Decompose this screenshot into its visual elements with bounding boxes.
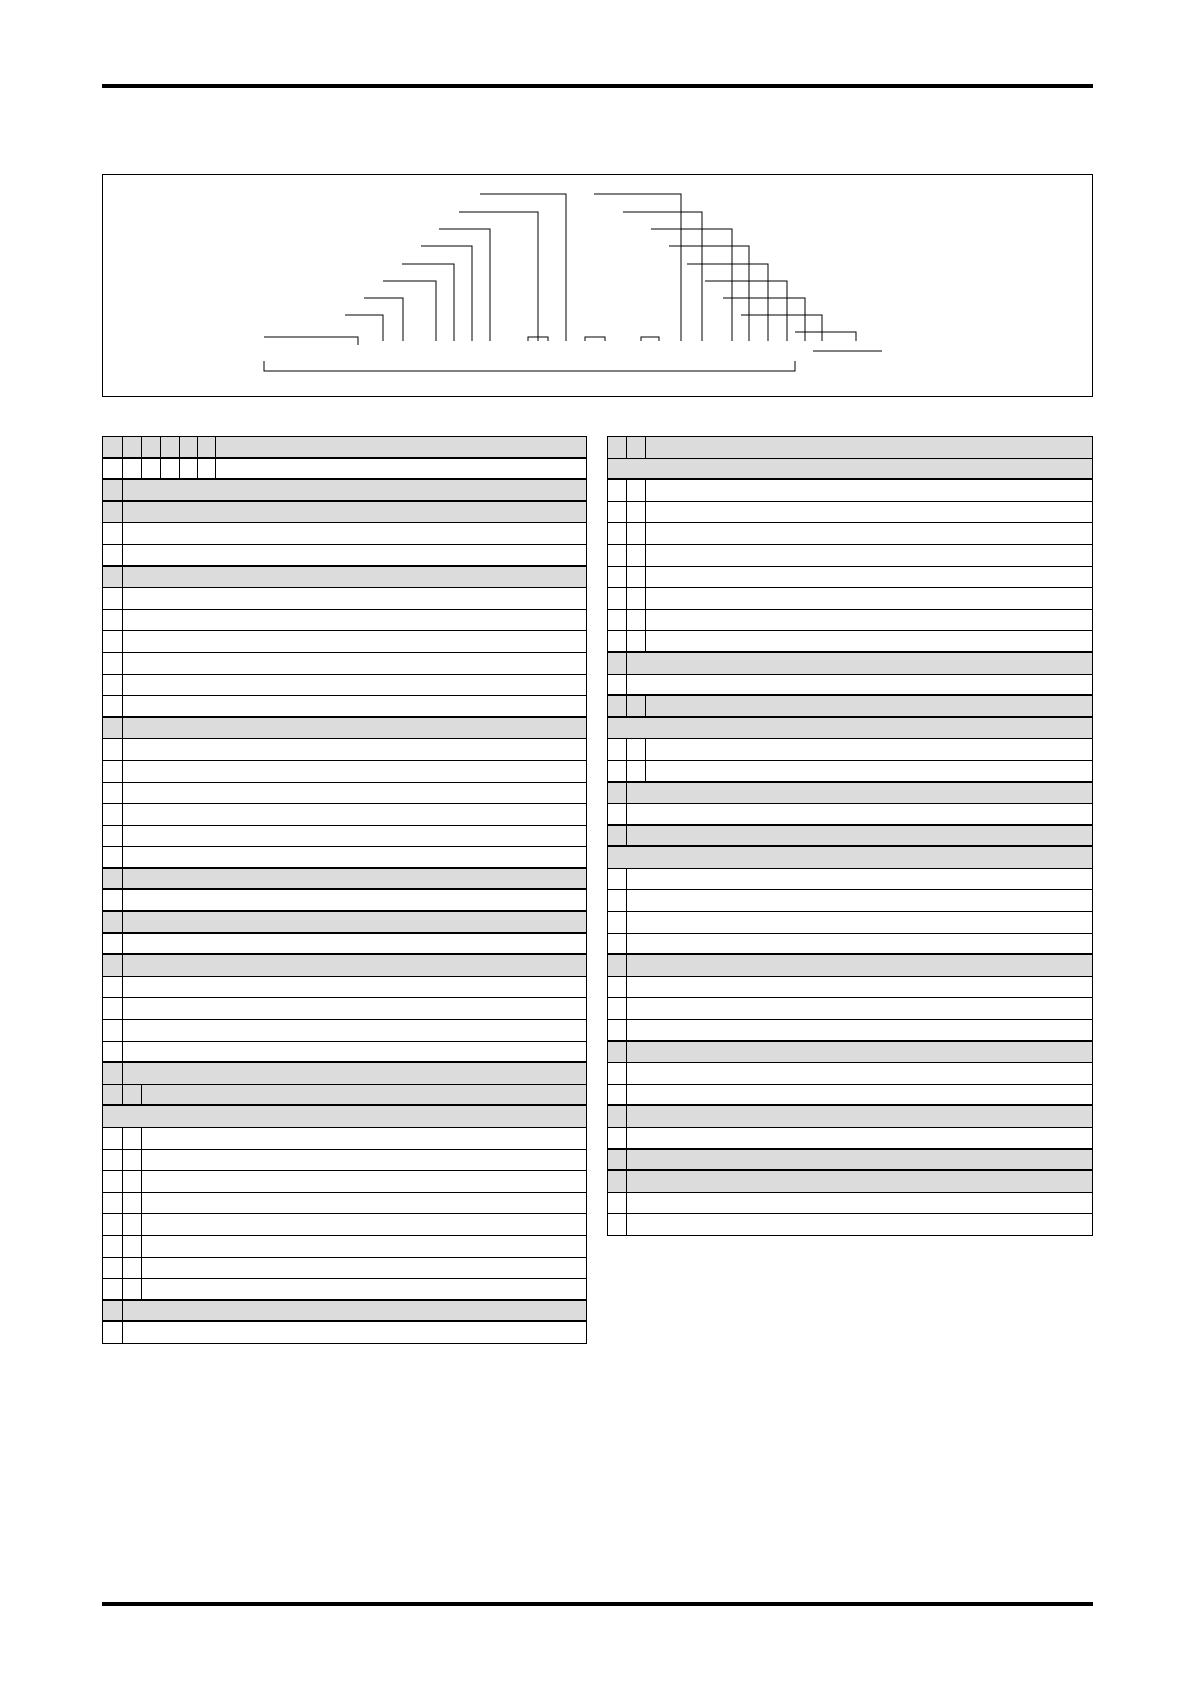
- right-table-row: [608, 890, 1092, 912]
- right-table-bit-cell: [608, 610, 627, 631]
- right-table-bit-cell: [608, 998, 627, 1019]
- right-table-row: [608, 696, 1092, 718]
- right-table-row: [608, 459, 1092, 481]
- right-table-bit-cell: [608, 480, 627, 501]
- left-table-row: [103, 480, 586, 502]
- left-table-description-cell: [123, 783, 586, 804]
- left-table-description-cell: [123, 912, 586, 932]
- right-table-bit-cell: [627, 761, 646, 781]
- right-table-row: [608, 610, 1092, 632]
- right-table-bit-cell: [608, 804, 627, 824]
- right-table-row: [608, 675, 1092, 697]
- right-table-row: [608, 480, 1092, 502]
- right-table-bit-cell: [627, 480, 646, 501]
- left-table-row: [103, 739, 586, 761]
- left-table-description-cell: [123, 653, 586, 674]
- left-table-description-cell: [123, 696, 586, 716]
- left-table-bit-cell: [103, 610, 123, 631]
- left-table-bit-cell: [123, 1128, 142, 1149]
- left-table-description-cell: [123, 890, 586, 910]
- left-table-bit-cell: [123, 1193, 142, 1214]
- right-table-row: [608, 567, 1092, 589]
- right-table-bit-cell: [608, 653, 627, 674]
- left-table-row: [103, 631, 586, 653]
- left-table-row: [103, 1322, 586, 1344]
- left-table-description-cell: [123, 934, 586, 954]
- left-table-description-cell: [123, 1020, 586, 1041]
- right-table-description-cell: [627, 675, 1092, 695]
- right-table-row: [608, 1128, 1092, 1150]
- right-table-bit-cell: [627, 610, 646, 631]
- right-table-row: [608, 783, 1092, 805]
- right-table-description-cell: [646, 588, 1092, 609]
- right-table-description-cell: [627, 869, 1092, 890]
- right-table-row: [608, 1150, 1092, 1172]
- right-table-bit-cell: [608, 437, 627, 458]
- right-table-row: [608, 718, 1092, 740]
- right-table-row: [608, 955, 1092, 977]
- left-table-bit-cell: [142, 437, 161, 457]
- left-table-bit-cell: [103, 480, 123, 500]
- left-table-description-cell: [123, 955, 586, 976]
- right-table-row: [608, 1193, 1092, 1215]
- right-table-description-cell: [646, 696, 1092, 716]
- right-table-row: [608, 826, 1092, 848]
- left-table-description-cell: [123, 761, 586, 782]
- left-table-bit-cell: [123, 1171, 142, 1192]
- right-table-description-cell: [627, 934, 1092, 954]
- right-table-bit-cell: [627, 739, 646, 760]
- left-table-row: [103, 998, 586, 1020]
- left-table-bit-cell: [180, 437, 198, 457]
- right-table-row: [608, 869, 1092, 891]
- right-table-description-cell: [627, 890, 1092, 911]
- left-table-description-cell: [123, 826, 586, 847]
- left-table-description-cell: [123, 610, 586, 631]
- left-table-description-cell: [103, 1106, 586, 1127]
- left-table-description-cell: [123, 998, 586, 1019]
- right-table-bit-cell: [608, 1193, 627, 1214]
- left-table-row: [103, 437, 586, 459]
- right-table-description-cell: [646, 437, 1092, 458]
- right-table-bit-cell: [608, 1085, 627, 1105]
- right-table-row: [608, 847, 1092, 869]
- right-table-description-cell: [627, 1042, 1092, 1063]
- right-table-description-cell: [627, 977, 1092, 998]
- bit-field-diagram: [102, 174, 1093, 397]
- left-table-row: [103, 1193, 586, 1215]
- right-table-bit-cell: [608, 502, 627, 523]
- left-table-row: [103, 1236, 586, 1258]
- right-table-bit-cell: [608, 588, 627, 609]
- left-table-row: [103, 718, 586, 740]
- left-table-bit-cell: [103, 718, 123, 739]
- right-table-bit-cell: [627, 588, 646, 609]
- right-table-description-cell: [608, 459, 1092, 479]
- left-table-bit-cell: [103, 804, 123, 825]
- left-table-row: [103, 1063, 586, 1085]
- left-table-bit-cell: [103, 523, 123, 544]
- right-table-bit-cell: [608, 631, 627, 651]
- left-table-bit-cell: [103, 934, 123, 954]
- left-table-description-cell: [142, 1193, 586, 1214]
- left-table-bit-cell: [198, 437, 216, 457]
- right-register-table: [607, 436, 1093, 1236]
- left-table-description-cell: [142, 1258, 586, 1279]
- left-table-bit-cell: [123, 1150, 142, 1171]
- right-table-bit-cell: [608, 783, 627, 804]
- left-table-row: [103, 1106, 586, 1128]
- right-table-bit-cell: [608, 1214, 627, 1235]
- left-table-bit-cell: [103, 631, 123, 652]
- left-table-row: [103, 783, 586, 805]
- left-table-row: [103, 1214, 586, 1236]
- right-table-row: [608, 739, 1092, 761]
- left-table-bit-cell: [103, 545, 123, 565]
- left-table-row: [103, 1171, 586, 1193]
- right-table-description-cell: [627, 1106, 1092, 1127]
- right-table-description-cell: [627, 804, 1092, 824]
- right-table-description-cell: [646, 631, 1092, 651]
- left-table-bit-cell: [103, 977, 123, 998]
- left-table-bit-cell: [103, 1085, 123, 1105]
- left-table-bit-cell: [103, 437, 123, 457]
- right-table-bit-cell: [608, 934, 627, 954]
- left-table-bit-cell: [103, 739, 123, 760]
- left-table-row: [103, 912, 586, 934]
- left-table-row: [103, 1128, 586, 1150]
- right-table-row: [608, 1042, 1092, 1064]
- right-table-description-cell: [627, 653, 1092, 674]
- right-table-row: [608, 502, 1092, 524]
- left-table-bit-cell: [103, 696, 123, 716]
- left-table-bit-cell: [103, 998, 123, 1019]
- left-table-bit-cell: [103, 1258, 123, 1279]
- left-table-description-cell: [123, 869, 586, 889]
- left-table-bit-cell: [103, 783, 123, 804]
- left-table-bit-cell: [103, 1128, 123, 1149]
- left-table-bit-cell: [123, 1214, 142, 1235]
- left-table-row: [103, 1279, 586, 1301]
- right-table-row: [608, 1214, 1092, 1236]
- left-table-row: [103, 523, 586, 545]
- left-table-row: [103, 761, 586, 783]
- right-table-description-cell: [608, 718, 1092, 739]
- left-table-row: [103, 1258, 586, 1280]
- left-table-row: [103, 545, 586, 567]
- left-table-description-cell: [216, 437, 586, 457]
- left-table-row: [103, 610, 586, 632]
- right-table-bit-cell: [608, 1042, 627, 1063]
- left-table-row: [103, 696, 586, 718]
- right-table-bit-cell: [608, 826, 627, 846]
- left-table-bit-cell: [103, 502, 123, 523]
- right-table-bit-cell: [627, 545, 646, 566]
- right-table-description-cell: [627, 1063, 1092, 1084]
- left-table-description-cell: [216, 459, 586, 479]
- left-table-description-cell: [123, 1063, 586, 1084]
- left-table-row: [103, 847, 586, 869]
- right-table-description-cell: [627, 826, 1092, 846]
- left-table-bit-cell: [103, 761, 123, 782]
- left-table-bit-cell: [161, 459, 180, 479]
- left-table-bit-cell: [103, 1236, 123, 1257]
- left-table-bit-cell: [123, 1236, 142, 1257]
- left-table-description-cell: [123, 523, 586, 544]
- left-table-bit-cell: [103, 869, 123, 889]
- right-table-description-cell: [627, 1171, 1092, 1192]
- right-table-description-cell: [646, 545, 1092, 566]
- left-table-description-cell: [123, 718, 586, 739]
- left-table-description-cell: [123, 977, 586, 998]
- right-table-bit-cell: [608, 739, 627, 760]
- right-table-description-cell: [646, 480, 1092, 501]
- right-table-description-cell: [646, 610, 1092, 631]
- right-table-bit-cell: [627, 502, 646, 523]
- left-table-row: [103, 1042, 586, 1064]
- right-table-description-cell: [627, 1020, 1092, 1040]
- left-table-description-cell: [142, 1279, 586, 1299]
- right-table-bit-cell: [608, 1128, 627, 1148]
- left-table-bit-cell: [103, 1193, 123, 1214]
- right-table-description-cell: [627, 955, 1092, 976]
- left-table-bit-cell: [123, 1258, 142, 1279]
- left-table-description-cell: [123, 480, 586, 500]
- left-table-row: [103, 459, 586, 481]
- left-table-bit-cell: [103, 1063, 123, 1084]
- right-table-row: [608, 653, 1092, 675]
- right-table-description-cell: [627, 998, 1092, 1019]
- right-table-row: [608, 761, 1092, 783]
- right-table-description-cell: [627, 783, 1092, 804]
- left-table-description-cell: [142, 1171, 586, 1192]
- left-table-bit-cell: [103, 1020, 123, 1041]
- left-table-bit-cell: [103, 1322, 123, 1343]
- left-table-bit-cell: [103, 675, 123, 696]
- left-table-bit-cell: [180, 459, 198, 479]
- left-table-description-cell: [123, 588, 586, 609]
- left-table-row: [103, 934, 586, 956]
- right-table-bit-cell: [608, 696, 627, 716]
- left-table-bit-cell: [123, 1085, 142, 1105]
- left-table-description-cell: [142, 1128, 586, 1149]
- left-table-bit-cell: [103, 653, 123, 674]
- right-table-row: [608, 934, 1092, 956]
- left-table-row: [103, 1020, 586, 1042]
- left-table-row: [103, 502, 586, 524]
- right-table-row: [608, 804, 1092, 826]
- left-table-bit-cell: [103, 588, 123, 609]
- right-table-bit-cell: [608, 1063, 627, 1084]
- left-register-table: [102, 436, 587, 1344]
- left-table-row: [103, 890, 586, 912]
- right-table-row: [608, 998, 1092, 1020]
- left-table-bit-cell: [103, 1042, 123, 1062]
- left-table-row: [103, 675, 586, 697]
- left-table-row: [103, 804, 586, 826]
- left-table-row: [103, 869, 586, 891]
- left-table-row: [103, 977, 586, 999]
- right-table-bit-cell: [627, 696, 646, 716]
- right-table-bit-cell: [608, 545, 627, 566]
- right-table-description-cell: [646, 739, 1092, 760]
- left-table-row: [103, 826, 586, 848]
- right-table-row: [608, 977, 1092, 999]
- right-table-bit-cell: [627, 631, 646, 651]
- left-table-description-cell: [123, 502, 586, 523]
- right-table-description-cell: [608, 847, 1092, 868]
- left-table-bit-cell: [161, 437, 180, 457]
- right-table-description-cell: [646, 523, 1092, 544]
- right-table-description-cell: [627, 1085, 1092, 1105]
- right-table-description-cell: [646, 761, 1092, 781]
- right-table-row: [608, 912, 1092, 934]
- right-table-bit-cell: [608, 869, 627, 890]
- left-table-description-cell: [123, 1301, 586, 1321]
- left-table-description-cell: [142, 1214, 586, 1235]
- right-table-bit-cell: [608, 955, 627, 976]
- left-table-row: [103, 588, 586, 610]
- left-table-description-cell: [123, 1322, 586, 1343]
- right-table-bit-cell: [608, 523, 627, 544]
- bit-field-leader-lines: [103, 175, 1092, 396]
- right-table-description-cell: [627, 1150, 1092, 1170]
- left-table-bit-cell: [103, 826, 123, 847]
- right-table-row: [608, 437, 1092, 459]
- left-table-bit-cell: [123, 1279, 142, 1299]
- left-table-bit-cell: [123, 459, 142, 479]
- right-table-bit-cell: [608, 977, 627, 998]
- right-table-row: [608, 523, 1092, 545]
- right-table-bit-cell: [608, 1150, 627, 1170]
- left-table-bit-cell: [103, 1150, 123, 1171]
- left-table-bit-cell: [142, 459, 161, 479]
- left-table-bit-cell: [103, 890, 123, 910]
- left-table-description-cell: [142, 1236, 586, 1257]
- left-table-bit-cell: [103, 1301, 123, 1321]
- left-table-row: [103, 1150, 586, 1172]
- left-table-bit-cell: [103, 912, 123, 932]
- left-table-description-cell: [123, 739, 586, 760]
- left-table-bit-cell: [123, 437, 142, 457]
- right-table-bit-cell: [608, 1106, 627, 1127]
- right-table-row: [608, 1085, 1092, 1107]
- right-table-description-cell: [627, 1128, 1092, 1148]
- left-table-bit-cell: [103, 1279, 123, 1299]
- left-table-bit-cell: [103, 567, 123, 588]
- left-table-row: [103, 653, 586, 675]
- left-table-description-cell: [142, 1150, 586, 1171]
- right-table-description-cell: [646, 502, 1092, 523]
- left-table-description-cell: [123, 545, 586, 565]
- right-table-bit-cell: [608, 912, 627, 933]
- right-table-description-cell: [627, 912, 1092, 933]
- right-table-row: [608, 1063, 1092, 1085]
- left-table-description-cell: [142, 1085, 586, 1105]
- right-table-bit-cell: [608, 1171, 627, 1192]
- left-table-row: [103, 567, 586, 589]
- right-table-bit-cell: [608, 890, 627, 911]
- left-table-description-cell: [123, 804, 586, 825]
- right-table-bit-cell: [608, 675, 627, 695]
- left-table-row: [103, 1301, 586, 1323]
- right-table-description-cell: [646, 567, 1092, 588]
- right-table-row: [608, 1171, 1092, 1193]
- top-rule: [102, 84, 1093, 88]
- right-table-row: [608, 588, 1092, 610]
- right-table-row: [608, 631, 1092, 653]
- left-table-row: [103, 1085, 586, 1107]
- right-table-bit-cell: [627, 437, 646, 458]
- left-table-bit-cell: [103, 955, 123, 976]
- right-table-bit-cell: [627, 523, 646, 544]
- left-table-bit-cell: [103, 459, 123, 479]
- right-table-bit-cell: [608, 761, 627, 781]
- left-table-description-cell: [123, 1042, 586, 1062]
- right-table-row: [608, 1020, 1092, 1042]
- left-table-row: [103, 955, 586, 977]
- left-table-bit-cell: [198, 459, 216, 479]
- left-table-bit-cell: [103, 1214, 123, 1235]
- right-table-description-cell: [627, 1193, 1092, 1214]
- bottom-rule: [102, 1602, 1093, 1606]
- left-table-bit-cell: [103, 1171, 123, 1192]
- right-table-row: [608, 1106, 1092, 1128]
- right-table-bit-cell: [627, 567, 646, 588]
- left-table-description-cell: [123, 631, 586, 652]
- right-table-description-cell: [627, 1214, 1092, 1235]
- left-table-bit-cell: [103, 847, 123, 867]
- left-table-description-cell: [123, 567, 586, 588]
- left-table-description-cell: [123, 675, 586, 696]
- right-table-row: [608, 545, 1092, 567]
- right-table-bit-cell: [608, 1020, 627, 1040]
- right-table-bit-cell: [608, 567, 627, 588]
- left-table-description-cell: [123, 847, 586, 867]
